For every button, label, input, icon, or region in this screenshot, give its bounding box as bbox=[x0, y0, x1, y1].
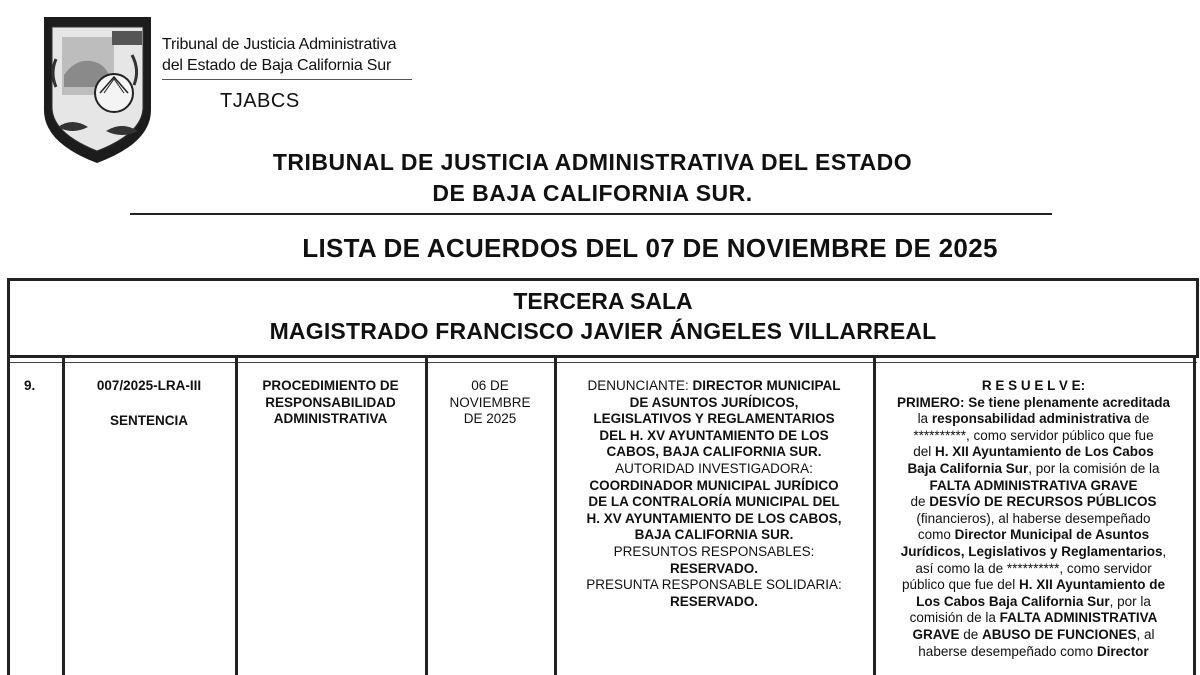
institution-acronym: TJABCS bbox=[220, 90, 300, 112]
date-cell bbox=[429, 378, 551, 428]
procedure-line: ADMINISTRATIVA bbox=[273, 411, 388, 427]
text-run: , como servidor bbox=[1059, 560, 1152, 576]
text-run: , por la bbox=[1109, 593, 1151, 609]
date-line: 06 DE bbox=[471, 378, 509, 393]
text-run: de bbox=[1130, 411, 1150, 427]
date-line: NOVIEMBRE bbox=[449, 394, 531, 410]
text-run: de bbox=[910, 494, 930, 510]
text-run: ABUSO DE FUNCIONES bbox=[982, 626, 1137, 642]
table-top-rule bbox=[7, 362, 1197, 363]
text-run: Director Municipal de Asuntos bbox=[954, 527, 1150, 543]
procedure-line: PROCEDIMIENTO DE bbox=[262, 378, 399, 393]
list-title-text: LISTA DE ACUERDOS DEL 07 DE NOVIEMBRE DE 2025 bbox=[302, 233, 998, 263]
resolution-line bbox=[877, 461, 1190, 478]
resolution-line bbox=[877, 428, 1190, 445]
investigating-authority-line: BAJA CALIFORNIA SUR. bbox=[634, 527, 794, 543]
coat-of-arms-logo bbox=[40, 15, 155, 165]
text-run: de bbox=[959, 626, 982, 642]
text-run: así como la de bbox=[915, 560, 1007, 576]
joint-responsible-label: PRESUNTA RESPONSABLE SOLIDARIA: bbox=[586, 577, 842, 593]
text-run: la bbox=[917, 411, 932, 427]
text-run: Los Cabos Baja California Sur bbox=[916, 593, 1110, 609]
complainant-line: DEL H. XV AYUNTAMIENTO DE LOS bbox=[599, 427, 829, 443]
resolution-line: FALTA ADMINISTRATIVA GRAVE bbox=[929, 477, 1138, 493]
text-run: Baja California Sur bbox=[907, 460, 1029, 476]
text-run: del bbox=[913, 444, 935, 460]
text-run: H. XII Ayuntamiento de bbox=[1019, 577, 1166, 593]
text-run: como bbox=[917, 527, 955, 543]
investigating-authority-label: AUTORIDAD INVESTIGADORA: bbox=[615, 460, 813, 476]
text-run: haberse desempeñado como bbox=[918, 643, 1097, 659]
row-number: 9. bbox=[24, 378, 36, 393]
sala-header-box bbox=[7, 278, 1199, 358]
resolution-line: (financieros), al haberse desempeñado bbox=[916, 510, 1151, 526]
case-number: 007/2025-LRA-III bbox=[96, 378, 202, 393]
resolution-line bbox=[877, 594, 1190, 611]
resolution-line bbox=[877, 561, 1190, 578]
text-run: DESVÍO DE RECURSOS PÚBLICOS bbox=[929, 494, 1157, 510]
list-title bbox=[0, 233, 1200, 264]
complainant-line: CABOS, BAJA CALIFORNIA SUR. bbox=[606, 444, 822, 460]
resolution-line bbox=[877, 544, 1190, 561]
institution-divider bbox=[162, 79, 412, 80]
column-divider bbox=[235, 355, 238, 675]
resolution-line bbox=[877, 627, 1190, 644]
column-divider bbox=[7, 355, 10, 675]
column-divider bbox=[425, 355, 428, 675]
resolution-line: PRIMERO: Se tiene plenamente acreditada bbox=[896, 394, 1171, 410]
parties-cell bbox=[558, 378, 870, 610]
text-run: FALTA ADMINISTRATIVA bbox=[999, 610, 1158, 626]
column-divider bbox=[873, 355, 876, 675]
column-divider bbox=[62, 355, 65, 675]
complainant-label: DENUNCIANTE: bbox=[587, 378, 693, 393]
page-title bbox=[0, 147, 1200, 209]
text-run: GRAVE bbox=[912, 626, 960, 642]
resolution-line bbox=[877, 610, 1190, 627]
resolution-line bbox=[877, 527, 1190, 544]
text-run: Jurídicos, Legislativos y Reglamentarios bbox=[900, 543, 1163, 559]
date-line: DE 2025 bbox=[463, 411, 517, 427]
text-run: público que fue del bbox=[901, 577, 1020, 593]
investigating-authority-line: H. XV AYUNTAMIENTO DE LOS CABOS, bbox=[586, 510, 842, 526]
title-divider bbox=[130, 213, 1052, 215]
text-run: , por la comisión de la bbox=[1028, 460, 1160, 476]
case-cell bbox=[66, 378, 232, 429]
text-run: ********** bbox=[1006, 560, 1060, 576]
procedure-cell bbox=[239, 378, 422, 428]
resolution-line bbox=[877, 411, 1190, 428]
case-type: SENTENCIA bbox=[109, 412, 188, 428]
text-run: Director bbox=[1096, 643, 1149, 659]
title-line-1: TRIBUNAL DE JUSTICIA ADMINISTRATIVA DEL ESTADO bbox=[272, 149, 913, 175]
text-run: comisión de la bbox=[909, 610, 1000, 626]
resolution-line bbox=[877, 644, 1190, 661]
magistrate-name: MAGISTRADO FRANCISCO JAVIER ÁNGELES VILLARREAL bbox=[269, 318, 937, 344]
institution-line-1: Tribunal de Justicia Administrativa bbox=[162, 36, 397, 53]
sala-name: TERCERA SALA bbox=[513, 288, 693, 314]
complainant-name: DIRECTOR MUNICIPAL bbox=[692, 378, 841, 393]
title-line-2: DE BAJA CALIFORNIA SUR. bbox=[432, 180, 753, 206]
resolution-line bbox=[877, 577, 1190, 594]
text-run: , como servidor público que fue bbox=[965, 427, 1154, 443]
column-divider bbox=[1193, 355, 1196, 675]
resolution-heading: R E S U E L V E: bbox=[981, 378, 1086, 393]
institution-line-2: del Estado de Baja California Sur bbox=[162, 57, 392, 74]
text-run: responsabilidad administrativa bbox=[931, 411, 1131, 427]
complainant-line: LEGISLATIVOS Y REGLAMENTARIOS bbox=[593, 411, 835, 427]
text-run: , bbox=[1162, 543, 1167, 559]
text-run: , al bbox=[1136, 626, 1155, 642]
text-run: H. XII Ayuntamiento de Los Cabos bbox=[935, 444, 1154, 460]
resolution-cell bbox=[877, 378, 1190, 660]
investigating-authority-line: DE LA CONTRALORÍA MUNICIPAL DEL bbox=[588, 494, 840, 510]
presumed-responsible-label: PRESUNTOS RESPONSABLES: bbox=[613, 543, 815, 559]
institution-name bbox=[162, 34, 396, 76]
text-run: ********** bbox=[913, 427, 966, 443]
resolution-line bbox=[877, 494, 1190, 511]
investigating-authority-line: COORDINADOR MUNICIPAL JURÍDICO bbox=[589, 477, 839, 493]
joint-responsible-value: RESERVADO. bbox=[669, 593, 759, 609]
column-divider bbox=[554, 355, 557, 675]
resolution-line bbox=[877, 444, 1190, 461]
procedure-line: RESPONSABILIDAD bbox=[265, 394, 396, 410]
complainant-line: DE ASUNTOS JURÍDICOS, bbox=[629, 394, 799, 410]
presumed-responsible-value: RESERVADO. bbox=[669, 560, 759, 576]
